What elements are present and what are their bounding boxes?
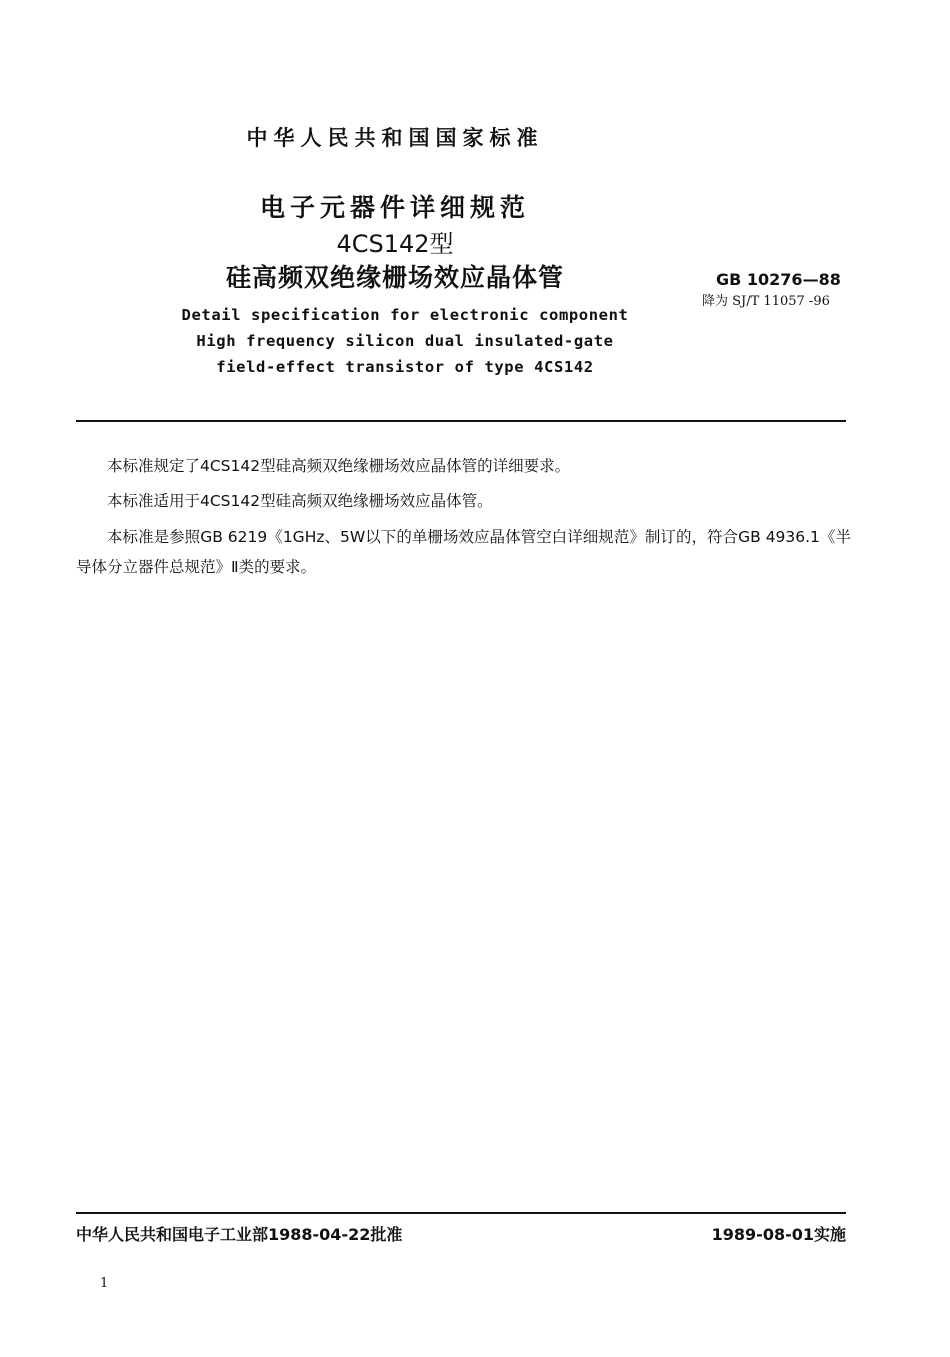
title-en-line1: Detail specification for electronic component	[181, 306, 629, 324]
body-paragraph-applicability: 本标准适用于4CS142型硅高频双绝缘栅场效应晶体管。	[107, 492, 493, 510]
footer-divider	[76, 1212, 846, 1214]
replaced-by-note: 降为 SJ/T 11057 -96	[702, 294, 830, 309]
header-divider	[76, 420, 846, 422]
body-paragraph-scope: 本标准规定了4CS142型硅高频双绝缘栅场效应晶体管的详细要求。	[107, 457, 571, 475]
title-en-line3: field-effect transistor of type 4CS142	[216, 358, 594, 376]
title-cn-line3: 硅高频双绝缘栅场效应晶体管	[225, 263, 564, 292]
approval-statement: 中华人民共和国电子工业部1988-04-22批准	[76, 1225, 403, 1244]
title-cn-line2: 4CS142型	[336, 230, 454, 258]
title-en-line2: High frequency silicon dual insulated-gate	[196, 332, 614, 350]
implementation-date: 1989-08-01实施	[711, 1225, 846, 1244]
title-cn-line1: 电子元器件详细规范	[259, 193, 530, 222]
body-paragraph-reference: 本标准是参照GB 6219《1GHz、5W以下的单栅场效应晶体管空白详细规范》制订的，符合GB 4936.1《半导体分立器件总规范》Ⅱ类的要求。	[76, 528, 851, 576]
national-standard-heading: 中华人民共和国国家标准	[246, 126, 544, 150]
standard-code: GB 10276—88	[716, 270, 841, 289]
page-number: 1	[100, 1276, 109, 1291]
